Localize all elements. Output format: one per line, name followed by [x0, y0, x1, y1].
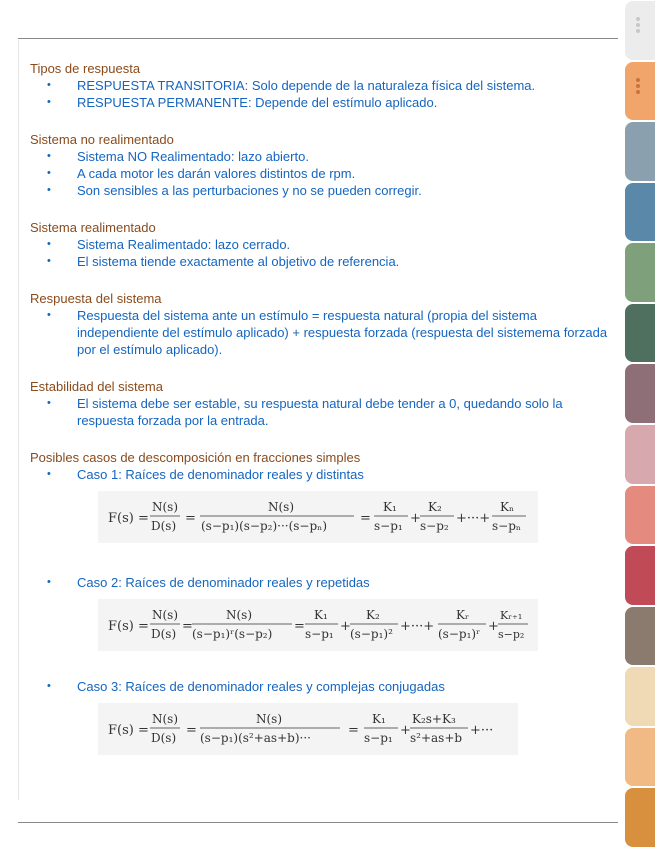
svg-text:s−p₁: s−p₁ — [305, 627, 334, 641]
svg-text:K₂s+K₃: K₂s+K₃ — [412, 712, 456, 726]
section-realimentado — [30, 219, 610, 270]
svg-text:N(s): N(s) — [226, 608, 253, 622]
notebook-tab[interactable] — [625, 425, 655, 484]
svg-text:N(s): N(s) — [256, 712, 283, 726]
svg-text:K₂: K₂ — [428, 500, 442, 514]
svg-text:F(s) =: F(s) = — [108, 723, 149, 738]
svg-text:+···+: +···+ — [456, 511, 491, 526]
list-item: • Son sensibles a las perturbaciones y no se pueden corregir. — [30, 182, 610, 199]
section-heading: Posibles casos de descomposición en fracciones simples — [30, 450, 361, 465]
svg-text:s−p₁: s−p₁ — [364, 731, 393, 745]
section-heading: Tipos de respuesta — [30, 61, 141, 76]
svg-text:Kₙ: Kₙ — [500, 500, 515, 514]
section-heading: Sistema no realimentado — [30, 132, 174, 147]
svg-text:K₂: K₂ — [366, 608, 380, 622]
section-respuesta-sistema — [30, 290, 610, 358]
notebook-tab[interactable] — [625, 364, 655, 423]
bottom-divider — [18, 822, 618, 823]
svg-text:(s−p₁)²: (s−p₁)² — [350, 627, 393, 641]
svg-text:N(s): N(s) — [152, 712, 179, 726]
svg-text:+···+: +···+ — [400, 619, 435, 634]
svg-text:D(s): D(s) — [151, 731, 177, 745]
case-2-label: • Caso 2: Raíces de denominador reales y repetidas — [30, 574, 610, 591]
svg-text:+: + — [340, 619, 351, 634]
notebook-tab[interactable] — [625, 183, 655, 242]
list-item: • Respuesta del sistema ante un estímulo = respuesta natural (propia del sistema independiente del estímulo aplicado) + respuesta forzada (respuesta del sistemema forzada por el estímulo aplicado). — [30, 307, 610, 358]
svg-text:N(s): N(s) — [268, 500, 295, 514]
section-no-realimentado — [30, 131, 610, 199]
section-heading: Estabilidad del sistema — [30, 379, 163, 394]
formula-case-3 — [98, 703, 518, 755]
list-item: • RESPUESTA TRANSITORIA: Solo depende de la naturaleza física del sistema. — [30, 77, 610, 94]
list-item: • Sistema NO Realimentado: lazo abierto. — [30, 148, 610, 165]
section-fracciones-simples — [30, 449, 610, 760]
svg-text:=: = — [185, 511, 196, 526]
notebook-tab[interactable] — [625, 1, 655, 60]
svg-text:(s−p₁)(s−p₂)···(s−pₙ): (s−p₁)(s−p₂)···(s−pₙ) — [201, 519, 328, 533]
svg-text:+: + — [488, 619, 499, 634]
svg-text:s²+as+b: s²+as+b — [410, 731, 463, 745]
notebook-tab[interactable] — [625, 122, 655, 181]
list-item: • El sistema debe ser estable, su respuesta natural debe tender a 0, quedando solo la respuesta forzada por la entrada. — [30, 395, 610, 429]
svg-text:s−p₂: s−p₂ — [498, 628, 525, 641]
section-heading: Respuesta del sistema — [30, 291, 162, 306]
svg-text:s−pₙ: s−pₙ — [492, 519, 522, 533]
section-tipos-respuesta — [30, 60, 610, 111]
svg-text:=: = — [182, 619, 193, 634]
list-item: • A cada motor les darán valores distintos de rpm. — [30, 165, 610, 182]
list-item: • Sistema Realimentado: lazo cerrado. — [30, 236, 610, 253]
tab-grip-icon — [636, 15, 642, 35]
notebook-tab[interactable] — [625, 728, 655, 787]
svg-text:Kᵣ: Kᵣ — [456, 608, 470, 622]
notes-content — [30, 60, 610, 760]
list-item: • RESPUESTA PERMANENTE: Depende del estímulo aplicado. — [30, 94, 610, 111]
svg-text:Kᵣ₊₁: Kᵣ₊₁ — [500, 609, 523, 622]
section-estabilidad — [30, 378, 610, 429]
svg-text:(s−p₁)ʳ(s−p₂): (s−p₁)ʳ(s−p₂) — [192, 627, 273, 641]
notebook-tab[interactable] — [625, 667, 655, 726]
svg-text:=: = — [294, 619, 305, 634]
svg-text:D(s): D(s) — [151, 627, 177, 641]
notebook-tab[interactable] — [625, 788, 655, 847]
notebook-tab[interactable] — [625, 304, 655, 363]
svg-text:D(s): D(s) — [151, 519, 177, 533]
section-heading: Sistema realimentado — [30, 220, 156, 235]
svg-text:K₁: K₁ — [314, 608, 328, 622]
svg-text:=: = — [348, 723, 359, 738]
case-3-label: • Caso 3: Raíces de denominador reales y complejas conjugadas — [30, 678, 610, 695]
svg-text:+: + — [400, 723, 411, 738]
section-tabs — [625, 0, 655, 848]
svg-text:K₁: K₁ — [383, 500, 397, 514]
svg-text:(s−p₁)ʳ: (s−p₁)ʳ — [438, 627, 481, 641]
notebook-tab[interactable] — [625, 546, 655, 605]
margin-line — [18, 40, 19, 800]
top-divider — [18, 38, 618, 39]
svg-text:=: = — [186, 723, 197, 738]
case-1-label: • Caso 1: Raíces de denominador reales y distintas — [30, 466, 610, 483]
svg-text:N(s): N(s) — [152, 500, 179, 514]
notebook-tab[interactable] — [625, 62, 655, 121]
tab-grip-icon — [636, 76, 642, 96]
svg-text:K₁: K₁ — [372, 712, 386, 726]
svg-text:(s−p₁)(s²+as+b)···: (s−p₁)(s²+as+b)··· — [200, 731, 311, 745]
formula-case-2 — [98, 599, 538, 651]
svg-text:F(s) =: F(s) = — [108, 619, 149, 634]
svg-text:+: + — [410, 511, 421, 526]
notebook-tab[interactable] — [625, 607, 655, 666]
svg-text:s−p₁: s−p₁ — [374, 519, 403, 533]
list-item: • El sistema tiende exactamente al objetivo de referencia. — [30, 253, 610, 270]
svg-text:N(s): N(s) — [152, 608, 179, 622]
notebook-tab[interactable] — [625, 243, 655, 302]
svg-text:=: = — [360, 511, 371, 526]
notebook-tab[interactable] — [625, 486, 655, 545]
svg-text:s−p₂: s−p₂ — [420, 519, 449, 533]
svg-text:+···: +··· — [470, 723, 494, 738]
svg-text:F(s) =: F(s) = — [108, 511, 149, 526]
formula-case-1 — [98, 491, 538, 543]
